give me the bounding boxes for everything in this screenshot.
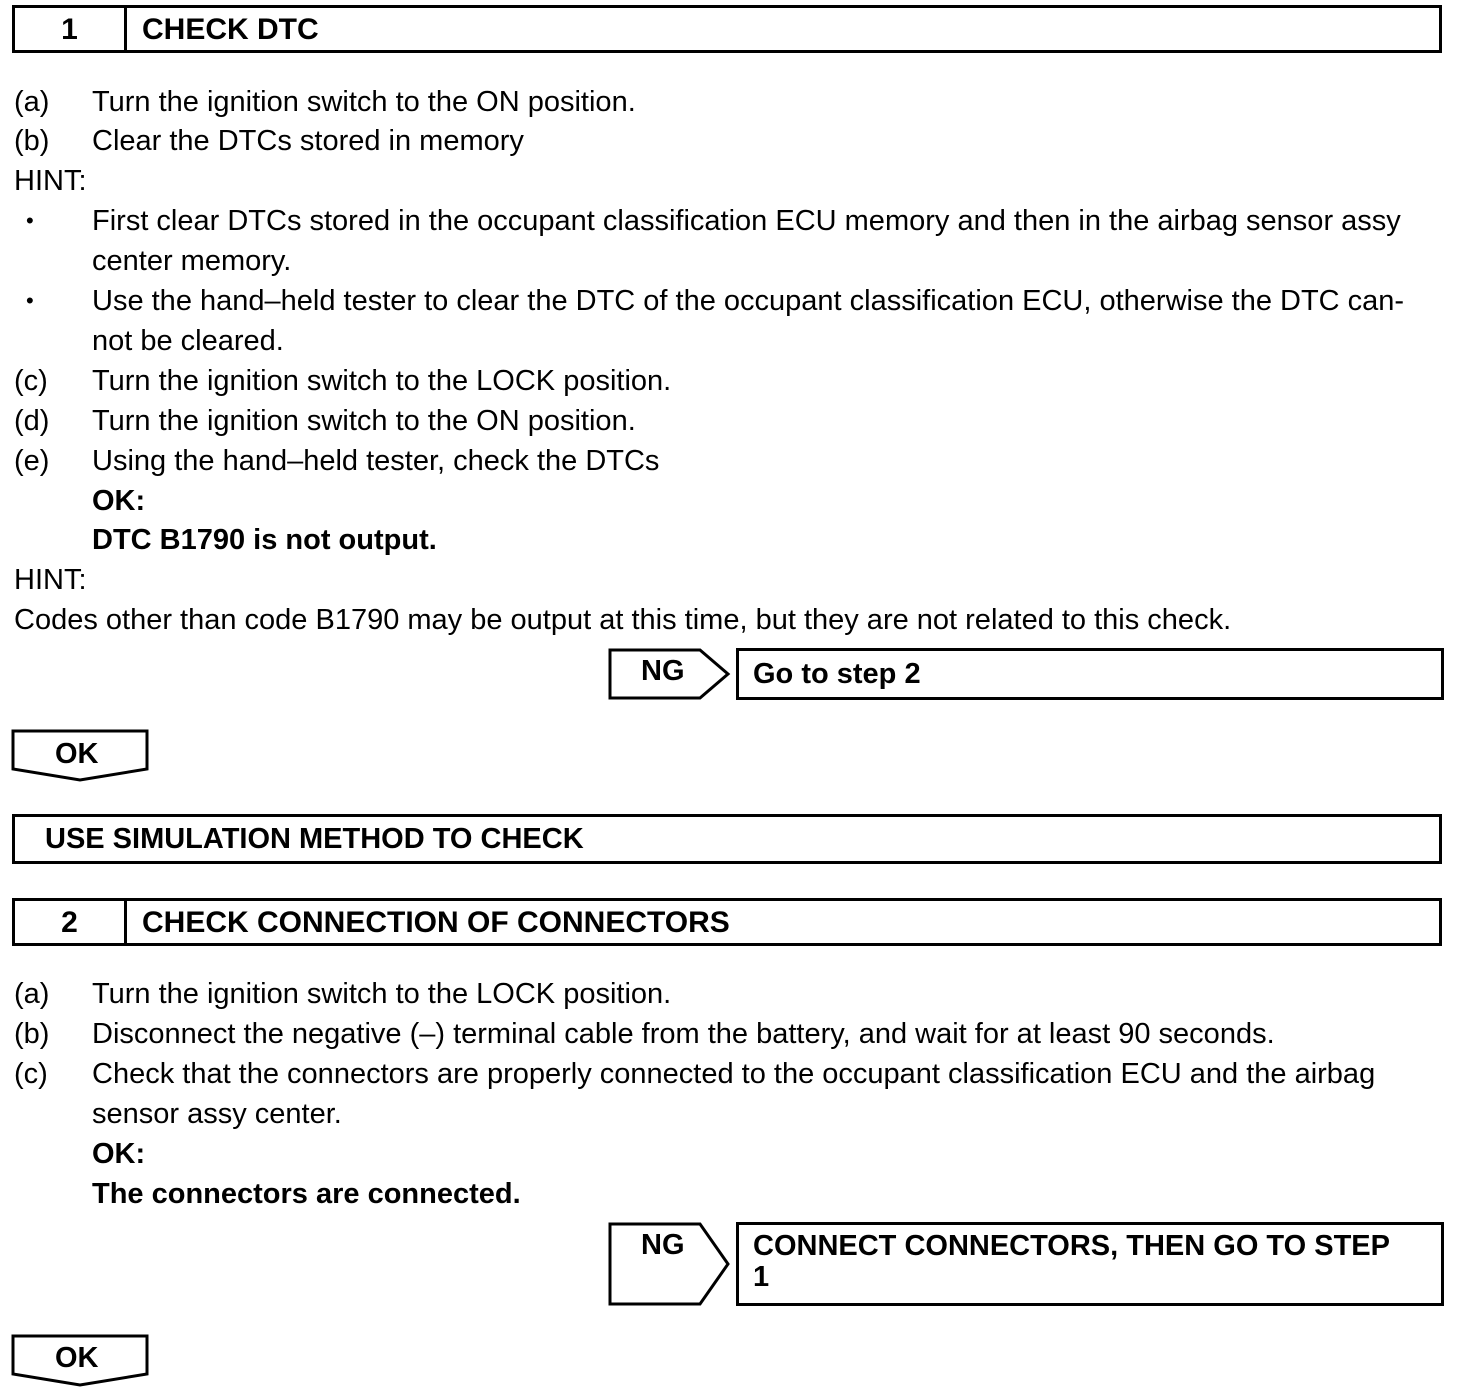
step-1-ok-arrow-label: OK [55, 738, 99, 770]
step-1-item-c-text: Turn the ignition switch to the LOCK position. [92, 365, 672, 397]
step-2-item-b-label: (b) [14, 1018, 50, 1050]
step-2-item-c-text: Check that the connectors are properly connected to the occupant classification ECU and the airbag [92, 1058, 1376, 1090]
step-2-ok-label: OK: [92, 1138, 146, 1170]
step-1-number: 1 [15, 8, 127, 50]
step-2-item-a-label: (a) [14, 978, 50, 1010]
step-1-bullet-1-line-2: center memory. [92, 245, 292, 277]
step-1-hint-2-label: HINT: [14, 564, 87, 596]
step-1-hint-2-text: Codes other than code B1790 may be output at this time, but they are not related to this check. [14, 604, 1232, 636]
step-1-item-d-label: (d) [14, 405, 50, 437]
step-1-bullet-1-line-1: First clear DTCs stored in the occupant classification ECU memory and then in the airbag sensor assy [92, 205, 1401, 237]
step-1-item-c-label: (c) [14, 365, 48, 397]
step-2-item-c-label: (c) [14, 1058, 48, 1090]
step-1-item-a-label: (a) [14, 86, 50, 118]
step-1-item-e-label: (e) [14, 445, 50, 477]
bullet-icon: • [26, 208, 34, 233]
step-2-item-a-text: Turn the ignition switch to the LOCK position. [92, 978, 672, 1010]
step-2-ok-text: The connectors are connected. [92, 1178, 521, 1210]
step-1-item-a-text: Turn the ignition switch to the ON position. [92, 86, 636, 118]
step-2-item-c-text-2: sensor assy center. [92, 1098, 342, 1130]
step-1-hint-label: HINT: [14, 165, 87, 197]
step-2-ng-action-line-2: 1 [753, 1261, 770, 1293]
step-1-ng-action-text: Go to step 2 [753, 658, 921, 690]
step-1-header [12, 5, 1442, 53]
step-2-number: 2 [15, 901, 127, 943]
step-1-ok-text: DTC B1790 is not output. [92, 524, 437, 556]
step-1-item-b-text: Clear the DTCs stored in memory [92, 125, 524, 157]
step-1-item-e-text: Using the hand–held tester, check the DTCs [92, 445, 660, 477]
bullet-icon: • [26, 288, 34, 313]
step-1-ng-label: NG [641, 655, 685, 687]
step-1-bullet-2-line-1: Use the hand–held tester to clear the DTC of the occupant classification ECU, otherwise the DTC can- [92, 285, 1405, 317]
step-2-item-b-text: Disconnect the negative (–) terminal cable from the battery, and wait for at least 90 seconds. [92, 1018, 1275, 1050]
step-2-ok-arrow-label: OK [55, 1342, 99, 1374]
step-1-item-d-text: Turn the ignition switch to the ON position. [92, 405, 636, 437]
step-1-ng-action [736, 648, 1444, 700]
step-2-ng-action [736, 1222, 1444, 1306]
step-1-bullet-2-line-2: not be cleared. [92, 325, 284, 357]
step-2-ng-action-line-1: CONNECT CONNECTORS, THEN GO TO STEP [753, 1230, 1390, 1262]
step-1-item-b-label: (b) [14, 125, 50, 157]
step-2-header [12, 898, 1442, 946]
simulation-method-box: USE SIMULATION METHOD TO CHECK [12, 814, 1442, 864]
step-1-ok-label: OK: [92, 485, 146, 517]
step-2-title: CHECK CONNECTION OF CONNECTORS [142, 906, 730, 939]
step-2-ng-label: NG [641, 1229, 685, 1261]
step-1-title: CHECK DTC [142, 13, 319, 46]
